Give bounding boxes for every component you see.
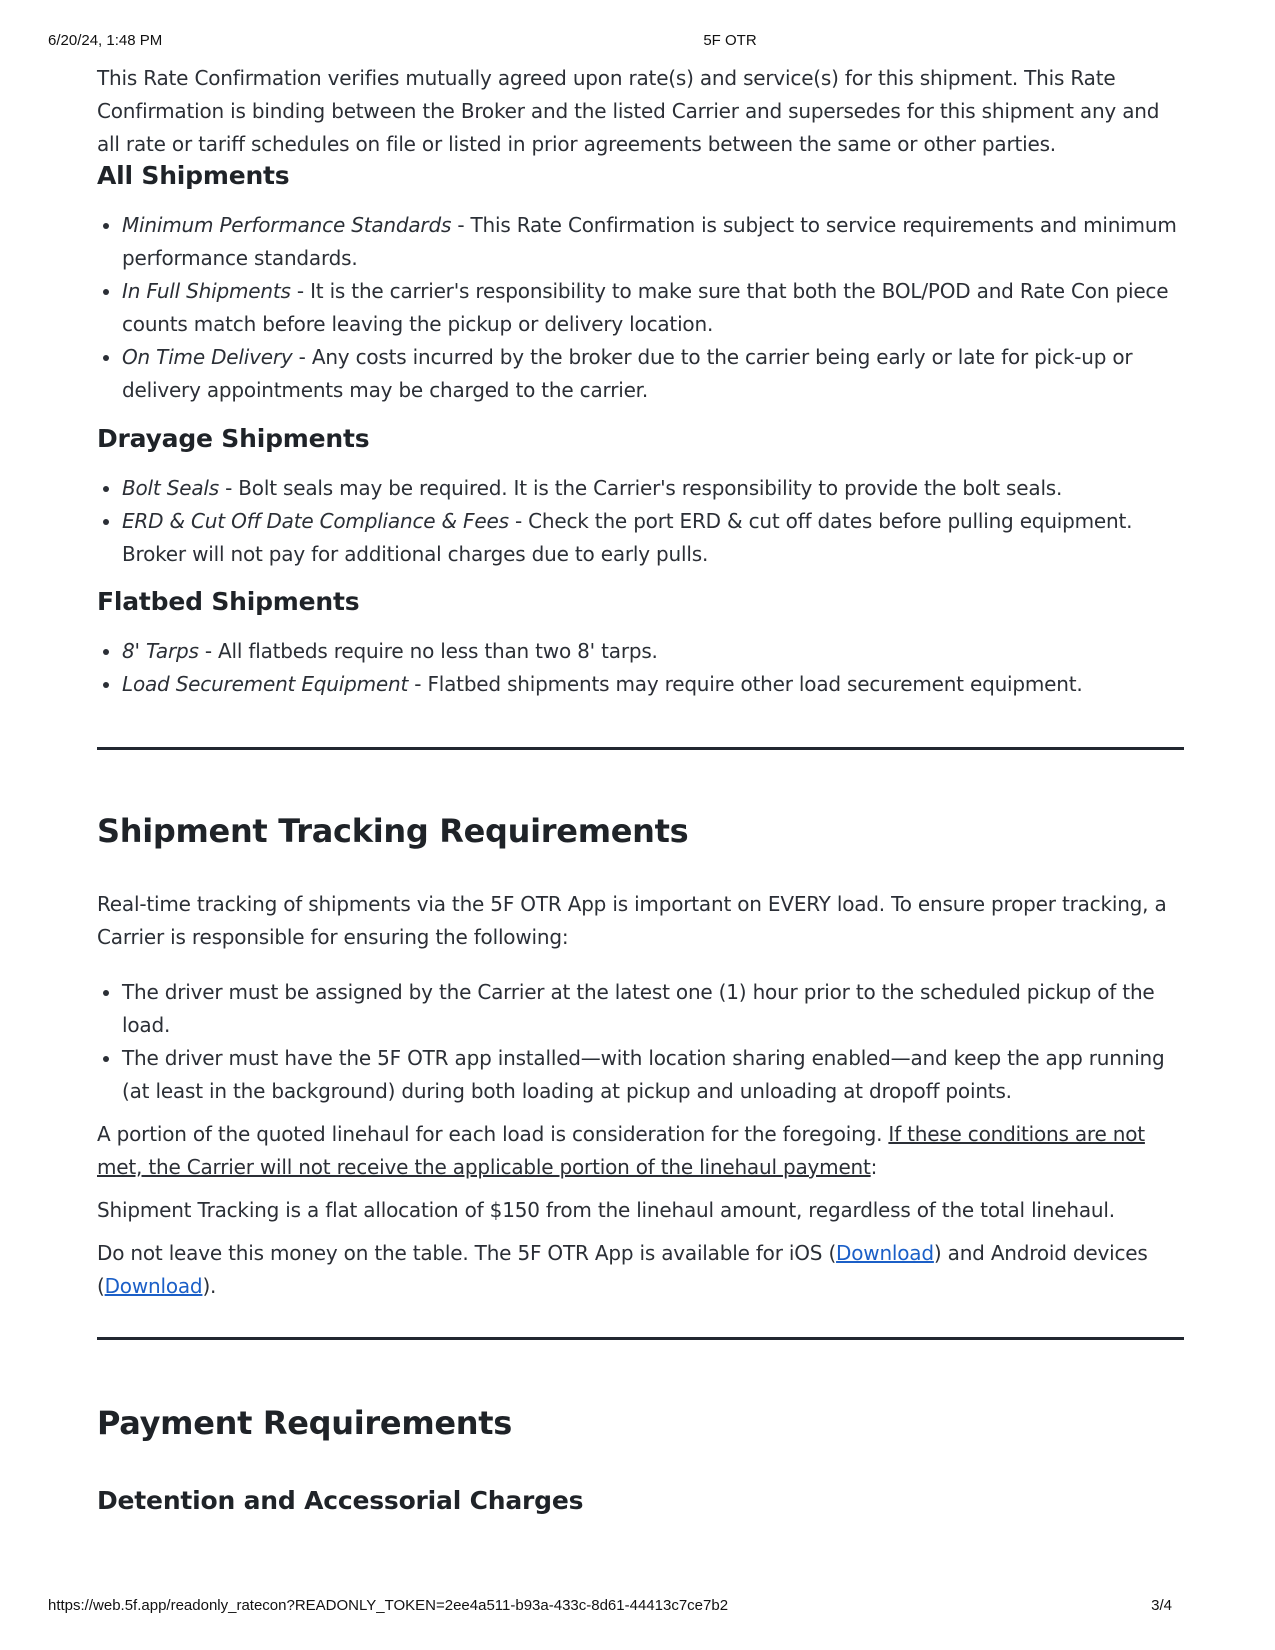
allocation-paragraph: Shipment Tracking is a flat allocation of $150 from the linehaul amount, regardless of the total linehaul. bbox=[97, 1198, 1115, 1222]
download-text-b: ) and Android devices ( bbox=[97, 1241, 1148, 1298]
flatbed-list bbox=[97, 635, 1182, 701]
list-item: • The driver must have the 5F OTR app installed—with location sharing enabled—and keep the app running (at least in the background) during both loading at pickup and unloading at dropoff points. bbox=[122, 1042, 1182, 1108]
download-text-c: ). bbox=[202, 1274, 217, 1298]
item-text: - Any costs incurred by the broker due to the carrier being early or late for pick-up or delivery appointments may be charged to the carrier. bbox=[122, 345, 1133, 402]
tracking-intro: Real-time tracking of shipments via the 5F OTR App is important on EVERY load. To ensure proper tracking, a Carrier is responsible for ensuring the following: bbox=[97, 892, 1167, 949]
tracking-heading: Shipment Tracking Requirements bbox=[97, 812, 689, 850]
item-text: - This Rate Confirmation is subject to service requirements and minimum performance standards. bbox=[122, 213, 1177, 270]
print-footer bbox=[0, 1597, 1275, 1617]
page-number: 3/4 bbox=[1151, 1597, 1172, 1614]
payment-heading: Payment Requirements bbox=[97, 1404, 512, 1442]
consideration-paragraph bbox=[97, 1118, 1182, 1184]
item-term: Bolt Seals bbox=[122, 476, 219, 500]
detention-heading: Detention and Accessorial Charges bbox=[97, 1486, 584, 1515]
list-item bbox=[122, 209, 1182, 275]
android-download-link[interactable]: Download bbox=[104, 1274, 203, 1298]
item-term: 8' Tarps bbox=[122, 639, 199, 663]
item-term: Minimum Performance Standards bbox=[122, 213, 452, 237]
consideration-underlined: If these conditions are not met, the Carrier will not receive the applicable portion of the linehaul payment bbox=[97, 1122, 1145, 1179]
all-shipments-heading: All Shipments bbox=[97, 161, 290, 190]
intro-paragraph: This Rate Confirmation verifies mutually agreed upon rate(s) and service(s) for this shipment. This Rate Confirmation is binding between the Broker and the listed Carrier and supersedes for this shipment any and all rate or tariff schedules on file or listed in prior agreements between the same or other parties. bbox=[97, 66, 1160, 156]
section-divider bbox=[97, 747, 1184, 750]
document-content bbox=[97, 62, 1182, 1515]
list-item bbox=[122, 472, 1182, 505]
item-term: ERD & Cut Off Date Compliance & Fees bbox=[122, 509, 509, 533]
download-paragraph bbox=[97, 1237, 1182, 1303]
flatbed-heading: Flatbed Shipments bbox=[97, 587, 360, 616]
list-item bbox=[122, 275, 1182, 341]
item-term: On Time Delivery bbox=[122, 345, 293, 369]
ios-download-link[interactable]: Download bbox=[836, 1241, 934, 1265]
consideration-text: A portion of the quoted linehaul for each load is consideration for the foregoing. bbox=[97, 1122, 889, 1146]
print-title: 5F OTR bbox=[703, 32, 757, 49]
item-text: - It is the carrier's responsibility to make sure that both the BOL/POD and Rate Con piece counts match before leaving the pickup or delivery location. bbox=[122, 279, 1169, 336]
download-text-a: Do not leave this money on the table. The 5F OTR App is available for iOS ( bbox=[97, 1241, 837, 1265]
tracking-list bbox=[97, 976, 1182, 1108]
list-item bbox=[122, 635, 1182, 668]
consideration-end: : bbox=[870, 1155, 878, 1179]
item-text: - Flatbed shipments may require other load securement equipment. bbox=[408, 672, 1083, 696]
list-item bbox=[122, 341, 1182, 407]
all-shipments-list bbox=[97, 209, 1182, 407]
item-text: - Check the port ERD & cut off dates before pulling equipment. Broker will not pay for additional charges due to early pulls. bbox=[122, 509, 1133, 566]
print-header bbox=[0, 32, 1275, 52]
item-term: In Full Shipments bbox=[122, 279, 291, 303]
item-term: Load Securement Equipment bbox=[122, 672, 409, 696]
item-text: - Bolt seals may be required. It is the Carrier's responsibility to provide the bolt seals. bbox=[218, 476, 1063, 500]
list-item: • The driver must be assigned by the Carrier at the latest one (1) hour prior to the scheduled pickup of the load. bbox=[122, 976, 1182, 1042]
print-datetime: 6/20/24, 1:48 PM bbox=[48, 32, 163, 49]
print-url: https://web.5f.app/readonly_ratecon?READONLY_TOKEN=2ee4a511-b93a-433c-8d61-44413c7ce7b2 bbox=[48, 1597, 729, 1614]
section-divider bbox=[97, 1337, 1184, 1340]
list-item bbox=[122, 668, 1182, 701]
list-item bbox=[122, 505, 1182, 571]
item-text: - All flatbeds require no less than two 8' tarps. bbox=[198, 639, 658, 663]
drayage-heading: Drayage Shipments bbox=[97, 424, 370, 453]
drayage-list bbox=[97, 472, 1182, 571]
